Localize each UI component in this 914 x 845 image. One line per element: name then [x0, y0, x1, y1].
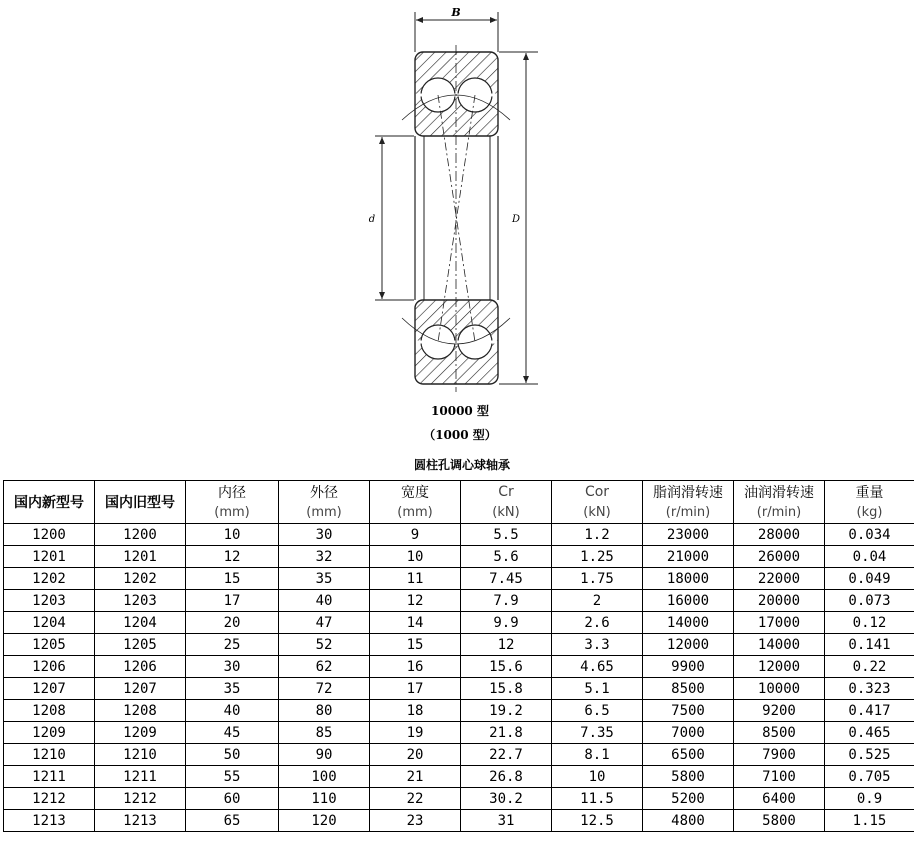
cell-cr: 31 — [461, 810, 552, 832]
cell-outer-diameter: 62 — [279, 656, 370, 678]
cell-outer-diameter: 90 — [279, 744, 370, 766]
header-outer-diameter: 外径 — [279, 481, 370, 503]
header-width: 宽度 — [370, 481, 461, 503]
cell-cor: 12.5 — [552, 810, 643, 832]
cell-width: 17 — [370, 678, 461, 700]
cell-width: 23 — [370, 810, 461, 832]
unit-oil-speed: (r/min) — [734, 502, 825, 524]
cell-width: 21 — [370, 766, 461, 788]
cell-cor: 2 — [552, 590, 643, 612]
cell-inner-diameter: 17 — [186, 590, 279, 612]
cell-inner-diameter: 12 — [186, 546, 279, 568]
cell-old-model: 1204 — [95, 612, 186, 634]
table-row — [4, 678, 914, 700]
cell-new-model: 1210 — [4, 744, 95, 766]
header-inner-diameter: 内径 — [186, 481, 279, 503]
table-header — [4, 481, 914, 524]
cell-grease-speed: 6500 — [643, 744, 734, 766]
cell-inner-diameter: 20 — [186, 612, 279, 634]
cell-oil-speed: 6400 — [734, 788, 825, 810]
cell-grease-speed: 7000 — [643, 722, 734, 744]
cell-grease-speed: 14000 — [643, 612, 734, 634]
cell-new-model: 1204 — [4, 612, 95, 634]
cell-new-model: 1209 — [4, 722, 95, 744]
table-row — [4, 524, 914, 546]
table-row — [4, 766, 914, 788]
table-body — [4, 524, 914, 832]
cell-width: 10 — [370, 546, 461, 568]
cell-cr: 19.2 — [461, 700, 552, 722]
cell-grease-speed: 16000 — [643, 590, 734, 612]
cell-new-model: 1205 — [4, 634, 95, 656]
cell-outer-diameter: 47 — [279, 612, 370, 634]
cell-width: 12 — [370, 590, 461, 612]
cell-oil-speed: 17000 — [734, 612, 825, 634]
cell-cor: 6.5 — [552, 700, 643, 722]
cell-new-model: 1208 — [4, 700, 95, 722]
type-label-old: （1000 型） — [423, 428, 497, 442]
cell-old-model: 1213 — [95, 810, 186, 832]
header-new-model: 国内新型号 — [4, 481, 95, 524]
cell-weight: 0.22 — [825, 656, 914, 678]
cell-inner-diameter: 45 — [186, 722, 279, 744]
cell-cor: 11.5 — [552, 788, 643, 810]
cell-old-model: 1200 — [95, 524, 186, 546]
cell-weight: 0.9 — [825, 788, 914, 810]
cell-weight: 1.15 — [825, 810, 914, 832]
header-cor: Cor — [552, 481, 643, 503]
cell-inner-diameter: 30 — [186, 656, 279, 678]
cell-grease-speed: 5200 — [643, 788, 734, 810]
header-old-model: 国内旧型号 — [95, 481, 186, 524]
cell-grease-speed: 23000 — [643, 524, 734, 546]
cell-oil-speed: 20000 — [734, 590, 825, 612]
table-row — [4, 590, 914, 612]
cell-cr: 26.8 — [461, 766, 552, 788]
cell-cr: 15.6 — [461, 656, 552, 678]
cell-cr: 5.6 — [461, 546, 552, 568]
cell-grease-speed: 9900 — [643, 656, 734, 678]
cell-cor: 2.6 — [552, 612, 643, 634]
cell-width: 11 — [370, 568, 461, 590]
cell-old-model: 1211 — [95, 766, 186, 788]
cell-outer-diameter: 80 — [279, 700, 370, 722]
cell-width: 20 — [370, 744, 461, 766]
cell-outer-diameter: 120 — [279, 810, 370, 832]
cell-cor: 8.1 — [552, 744, 643, 766]
cell-oil-speed: 9200 — [734, 700, 825, 722]
cell-old-model: 1207 — [95, 678, 186, 700]
table-row — [4, 568, 914, 590]
table-row — [4, 700, 914, 722]
cell-cr: 30.2 — [461, 788, 552, 810]
cell-weight: 0.525 — [825, 744, 914, 766]
cell-weight: 0.323 — [825, 678, 914, 700]
bore-label-d: d — [368, 214, 376, 225]
width-label-b: B — [451, 6, 461, 19]
cell-inner-diameter: 65 — [186, 810, 279, 832]
header-grease-speed: 脂润滑转速 — [643, 481, 734, 503]
unit-weight: (kg) — [825, 502, 914, 524]
cell-outer-diameter: 40 — [279, 590, 370, 612]
cell-grease-speed: 18000 — [643, 568, 734, 590]
cell-weight: 0.049 — [825, 568, 914, 590]
cell-width: 22 — [370, 788, 461, 810]
cell-new-model: 1206 — [4, 656, 95, 678]
cell-cr: 21.8 — [461, 722, 552, 744]
cell-grease-speed: 4800 — [643, 810, 734, 832]
unit-width: (mm) — [370, 502, 461, 524]
cell-cor: 1.25 — [552, 546, 643, 568]
cell-cr: 7.9 — [461, 590, 552, 612]
cell-weight: 0.12 — [825, 612, 914, 634]
unit-cor: (kN) — [552, 502, 643, 524]
cell-old-model: 1209 — [95, 722, 186, 744]
cell-cor: 5.1 — [552, 678, 643, 700]
cell-oil-speed: 12000 — [734, 656, 825, 678]
cell-outer-diameter: 30 — [279, 524, 370, 546]
cell-cr: 9.9 — [461, 612, 552, 634]
cell-old-model: 1205 — [95, 634, 186, 656]
table-row — [4, 656, 914, 678]
cell-oil-speed: 10000 — [734, 678, 825, 700]
cell-grease-speed: 8500 — [643, 678, 734, 700]
cell-oil-speed: 7900 — [734, 744, 825, 766]
cell-inner-diameter: 10 — [186, 524, 279, 546]
outer-label-d: D — [511, 214, 521, 225]
cell-weight: 0.417 — [825, 700, 914, 722]
cell-weight: 0.705 — [825, 766, 914, 788]
cell-width: 19 — [370, 722, 461, 744]
cell-oil-speed: 7100 — [734, 766, 825, 788]
cell-width: 16 — [370, 656, 461, 678]
cell-oil-speed: 22000 — [734, 568, 825, 590]
cell-new-model: 1201 — [4, 546, 95, 568]
cell-outer-diameter: 32 — [279, 546, 370, 568]
bearing-cross-section-drawing — [350, 0, 570, 400]
cell-outer-diameter: 72 — [279, 678, 370, 700]
header-weight: 重量 — [825, 481, 914, 503]
cell-weight: 0.141 — [825, 634, 914, 656]
cell-inner-diameter: 50 — [186, 744, 279, 766]
table-row — [4, 612, 914, 634]
cell-weight: 0.034 — [825, 524, 914, 546]
table-row — [4, 744, 914, 766]
cell-grease-speed: 7500 — [643, 700, 734, 722]
cell-grease-speed: 12000 — [643, 634, 734, 656]
cell-old-model: 1201 — [95, 546, 186, 568]
cell-old-model: 1202 — [95, 568, 186, 590]
cell-weight: 0.04 — [825, 546, 914, 568]
cell-old-model: 1208 — [95, 700, 186, 722]
cell-new-model: 1203 — [4, 590, 95, 612]
cell-width: 18 — [370, 700, 461, 722]
cell-inner-diameter: 25 — [186, 634, 279, 656]
cell-width: 15 — [370, 634, 461, 656]
cell-inner-diameter: 55 — [186, 766, 279, 788]
cell-outer-diameter: 85 — [279, 722, 370, 744]
cell-oil-speed: 28000 — [734, 524, 825, 546]
cell-oil-speed: 14000 — [734, 634, 825, 656]
table-row — [4, 722, 914, 744]
cell-inner-diameter: 60 — [186, 788, 279, 810]
cell-cr: 5.5 — [461, 524, 552, 546]
cell-cor: 10 — [552, 766, 643, 788]
unit-cr: (kN) — [461, 502, 552, 524]
cell-new-model: 1202 — [4, 568, 95, 590]
cell-new-model: 1211 — [4, 766, 95, 788]
cell-inner-diameter: 15 — [186, 568, 279, 590]
cell-weight: 0.073 — [825, 590, 914, 612]
cell-outer-diameter: 35 — [279, 568, 370, 590]
unit-grease-speed: (r/min) — [643, 502, 734, 524]
cell-oil-speed: 8500 — [734, 722, 825, 744]
cell-old-model: 1212 — [95, 788, 186, 810]
table-row — [4, 634, 914, 656]
cell-inner-diameter: 40 — [186, 700, 279, 722]
cell-cor: 4.65 — [552, 656, 643, 678]
unit-inner-diameter: (mm) — [186, 502, 279, 524]
cell-cr: 15.8 — [461, 678, 552, 700]
cell-weight: 0.465 — [825, 722, 914, 744]
cell-cr: 12 — [461, 634, 552, 656]
cell-old-model: 1210 — [95, 744, 186, 766]
cell-outer-diameter: 100 — [279, 766, 370, 788]
type-label-new: 10000 型 — [431, 404, 489, 418]
cell-outer-diameter: 110 — [279, 788, 370, 810]
cell-new-model: 1212 — [4, 788, 95, 810]
table-row — [4, 788, 914, 810]
table-row — [4, 546, 914, 568]
cell-oil-speed: 26000 — [734, 546, 825, 568]
cell-cr: 7.45 — [461, 568, 552, 590]
header-oil-speed: 油润滑转速 — [734, 481, 825, 503]
bearing-spec-table — [3, 480, 914, 832]
cell-width: 9 — [370, 524, 461, 546]
cell-old-model: 1203 — [95, 590, 186, 612]
cell-cor: 3.3 — [552, 634, 643, 656]
cell-oil-speed: 5800 — [734, 810, 825, 832]
cell-cr: 22.7 — [461, 744, 552, 766]
cell-grease-speed: 21000 — [643, 546, 734, 568]
cell-grease-speed: 5800 — [643, 766, 734, 788]
cell-old-model: 1206 — [95, 656, 186, 678]
unit-outer-diameter: (mm) — [279, 502, 370, 524]
cell-cor: 1.2 — [552, 524, 643, 546]
cell-new-model: 1207 — [4, 678, 95, 700]
cell-outer-diameter: 52 — [279, 634, 370, 656]
table-row — [4, 810, 914, 832]
cell-new-model: 1200 — [4, 524, 95, 546]
cell-cor: 1.75 — [552, 568, 643, 590]
table-title: 圆柱孔调心球轴承 — [413, 458, 510, 472]
cell-width: 14 — [370, 612, 461, 634]
cell-cor: 7.35 — [552, 722, 643, 744]
cell-inner-diameter: 35 — [186, 678, 279, 700]
cell-new-model: 1213 — [4, 810, 95, 832]
header-cr: Cr — [461, 481, 552, 503]
